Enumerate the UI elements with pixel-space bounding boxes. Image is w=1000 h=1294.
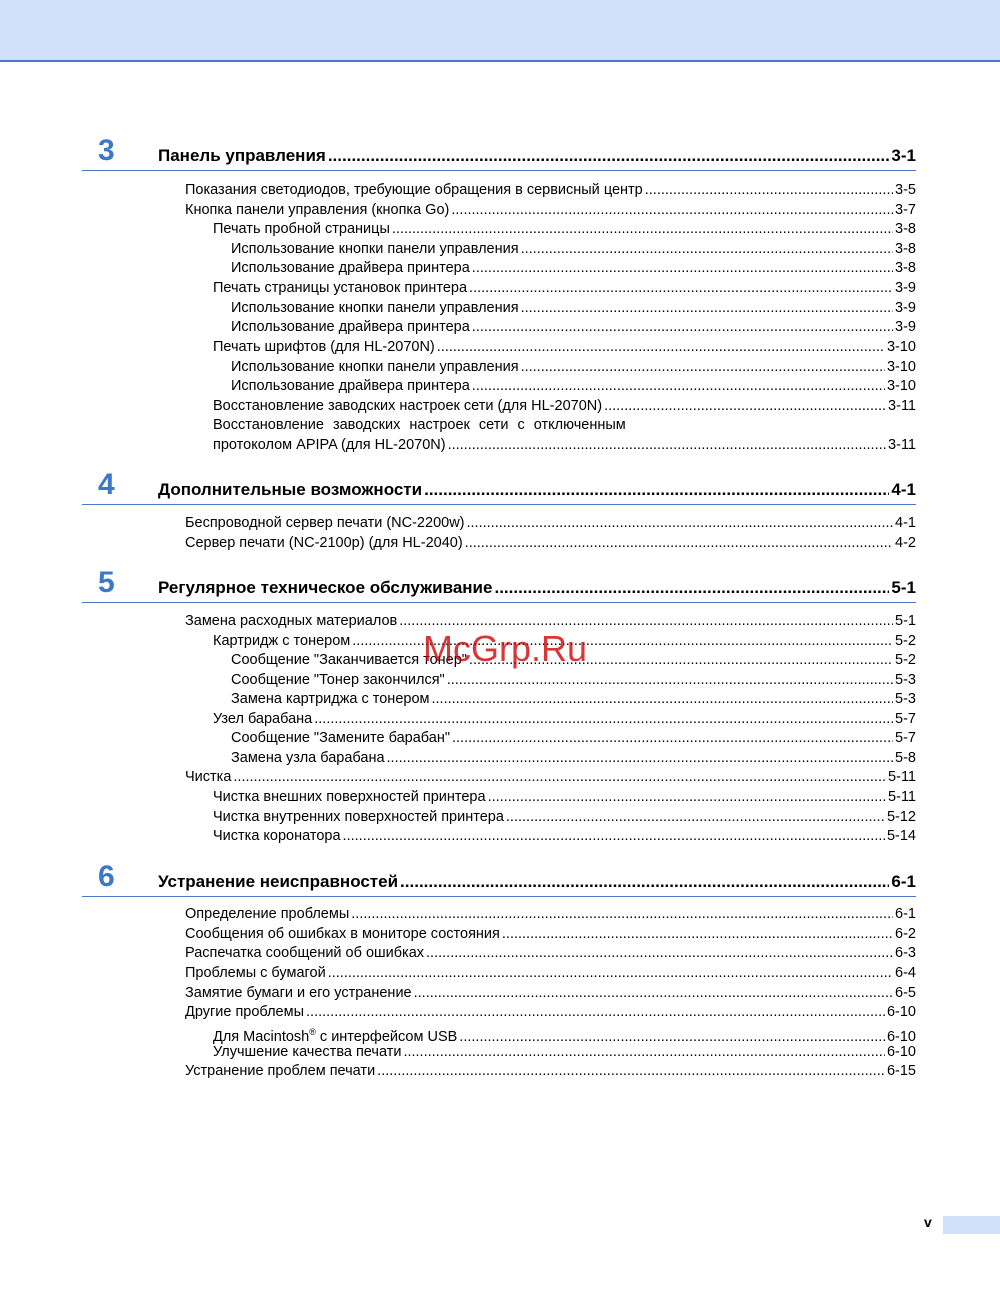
leader-dots — [472, 318, 893, 336]
toc-entry[interactable] — [185, 534, 916, 552]
page-ref: 6-4 — [895, 965, 916, 981]
header-band — [0, 0, 1000, 62]
leader-dots — [604, 397, 886, 415]
chapter-rule — [82, 602, 916, 603]
toc-entry[interactable] — [185, 1003, 916, 1021]
toc-entry[interactable] — [213, 710, 916, 728]
toc-entry[interactable] — [185, 201, 916, 219]
chapter-title: Панель управления — [158, 146, 326, 165]
toc-entry[interactable] — [185, 984, 916, 1002]
leader-dots — [521, 240, 893, 258]
leader-dots — [465, 534, 893, 552]
chapter-rule — [82, 170, 916, 171]
page-ref: 5-11 — [888, 769, 916, 785]
page-ref: 3-9 — [895, 280, 916, 296]
page-number: v — [924, 1214, 932, 1230]
page-ref: 3-8 — [895, 260, 916, 276]
entry-text: Использование драйвера принтера — [231, 378, 470, 394]
entry-text: Использование кнопки панели управления — [231, 241, 519, 257]
toc-chapter-3[interactable] — [158, 145, 916, 167]
watermark-text: McGrp.Ru — [423, 628, 588, 669]
page-ref: 6-2 — [895, 926, 916, 942]
chapter-number: 6 — [98, 860, 115, 893]
leader-dots — [431, 690, 893, 708]
entry-text: Показания светодиодов, требующие обращения в сервисный центр — [185, 182, 643, 198]
entry-text: Замена узла барабана — [231, 750, 385, 766]
page-ref: 6-15 — [886, 1063, 916, 1079]
page-ref: 5-7 — [895, 730, 916, 746]
toc-chapter-6[interactable] — [158, 871, 916, 893]
entry-text: Беспроводной сервер печати (NC-2200w) — [185, 515, 465, 531]
toc-entry[interactable] — [213, 788, 916, 806]
entry-text: Чистка — [185, 769, 232, 785]
page-ref: 6-1 — [891, 872, 916, 891]
entry-text: Использование драйвера принтера — [231, 260, 470, 276]
entry-text-after: с интерфейсом USB — [315, 1028, 458, 1045]
toc-entry[interactable] — [213, 397, 916, 415]
registered-mark: ® — [309, 1027, 316, 1037]
page-ref: 5-3 — [895, 691, 916, 707]
leader-dots — [343, 827, 885, 845]
entry-text-before: Для Macintosh — [213, 1028, 310, 1045]
toc-entry[interactable] — [213, 1023, 916, 1045]
leader-dots — [351, 905, 893, 923]
leader-dots — [437, 338, 885, 356]
toc-entry[interactable] — [231, 259, 916, 277]
leader-dots — [306, 1003, 885, 1021]
toc-entry[interactable] — [231, 690, 916, 708]
leader-dots — [467, 514, 894, 532]
toc-entry[interactable] — [213, 279, 916, 297]
leader-dots — [424, 479, 889, 501]
toc-entry[interactable] — [231, 671, 916, 689]
chapter-title: Регулярное техническое обслуживание — [158, 578, 493, 597]
toc-entry[interactable] — [185, 768, 916, 786]
page-ref: 3-8 — [895, 241, 916, 257]
page-ref: 3-1 — [891, 146, 916, 165]
page-ref: 3-10 — [886, 359, 916, 375]
toc-entry[interactable] — [185, 905, 916, 923]
page-ref: 3-5 — [895, 182, 916, 198]
leader-dots — [403, 1043, 885, 1061]
leader-dots — [452, 729, 893, 747]
page-ref: 3-9 — [895, 319, 916, 335]
entry-text: Другие проблемы — [185, 1004, 305, 1020]
page-ref: 3-10 — [886, 339, 916, 355]
page-ref: 5-2 — [895, 652, 916, 668]
entry-text: Устранение проблем печати — [185, 1063, 376, 1079]
leader-dots — [472, 259, 893, 277]
entry-text: Использование кнопки панели управления — [231, 359, 519, 375]
page-tab — [943, 1216, 1000, 1234]
page-ref: 5-8 — [895, 750, 916, 766]
leader-dots — [400, 871, 889, 893]
leader-dots — [472, 377, 885, 395]
page-ref: 5-1 — [895, 613, 916, 629]
entry-text: Печать страницы установок принтера — [213, 280, 468, 296]
toc-entry[interactable] — [231, 729, 916, 747]
leader-dots — [488, 788, 886, 806]
leader-dots — [506, 808, 885, 826]
entry-text: Восстановление заводских настроек сети (для HL-2070N) — [213, 398, 603, 414]
page-ref: 3-10 — [886, 378, 916, 394]
page-ref: 3-8 — [895, 221, 916, 237]
toc-entry[interactable] — [213, 808, 916, 826]
entry-text: Печать шрифтов (для HL-2070N) — [213, 339, 435, 355]
leader-dots — [469, 279, 893, 297]
leader-dots — [377, 1062, 885, 1080]
entry-text: Сообщение "Тонер закончился" — [231, 672, 445, 688]
page-ref: 3-9 — [895, 300, 916, 316]
leader-dots — [494, 577, 889, 599]
page-ref: 5-12 — [886, 809, 916, 825]
toc-entry-continued[interactable] — [213, 416, 626, 434]
entry-text: Сообщение "Замените барабан" — [231, 730, 450, 746]
toc-entry[interactable] — [231, 358, 916, 376]
toc-entry[interactable] — [231, 377, 916, 395]
toc-entry[interactable] — [185, 514, 916, 532]
entry-text: Кнопка панели управления (кнопка Go) — [185, 202, 450, 218]
leader-dots — [233, 768, 886, 786]
entry-text: Картридж с тонером — [213, 633, 351, 649]
entry-text: Улучшение качества печати — [213, 1044, 402, 1060]
page-ref: 3-11 — [888, 398, 916, 414]
leader-dots — [447, 671, 893, 689]
toc-entry[interactable] — [213, 1043, 916, 1061]
toc-entry[interactable] — [213, 338, 916, 356]
leader-dots — [328, 964, 893, 982]
toc-entry[interactable] — [185, 944, 916, 962]
leader-dots — [645, 181, 893, 199]
toc-entry[interactable] — [185, 1062, 916, 1080]
leader-dots — [521, 358, 885, 376]
toc-entry[interactable] — [231, 749, 916, 767]
toc-entry[interactable] — [231, 299, 916, 317]
leader-dots — [521, 299, 893, 317]
entry-text: Замена расходных материалов — [185, 613, 398, 629]
leader-dots — [451, 201, 893, 219]
page-ref: 5-2 — [895, 633, 916, 649]
chapter-number: 3 — [98, 134, 115, 167]
toc-entry[interactable] — [213, 220, 916, 238]
toc-entry[interactable] — [185, 925, 916, 943]
page-ref: 6-1 — [895, 906, 916, 922]
page-ref: 4-2 — [895, 535, 916, 551]
leader-dots — [448, 436, 886, 454]
chapter-title: Дополнительные возможности — [158, 480, 423, 499]
entry-text: Замена картриджа с тонером — [231, 691, 430, 707]
leader-dots — [426, 944, 893, 962]
page-ref: 6-10 — [886, 1044, 916, 1060]
page-ref: 5-1 — [891, 578, 916, 597]
leader-dots — [328, 145, 890, 167]
toc-entry[interactable] — [231, 240, 916, 258]
chapter-title: Устранение неисправностей — [158, 872, 399, 891]
page-ref: 5-14 — [886, 828, 916, 844]
page-ref: 5-7 — [895, 711, 916, 727]
entry-text: Восстановление заводских настроек сети с отключенным — [213, 417, 626, 433]
chapter-rule — [82, 504, 916, 505]
entry-text: Узел барабана — [213, 711, 313, 727]
entry-text: Чистка внешних поверхностей принтера — [213, 789, 486, 805]
page-ref: 4-1 — [895, 515, 916, 531]
chapter-number: 4 — [98, 468, 115, 501]
entry-text: Использование драйвера принтера — [231, 319, 470, 335]
page-ref: 3-7 — [895, 202, 916, 218]
toc-entry[interactable] — [213, 436, 916, 454]
page-ref: 5-11 — [888, 789, 916, 805]
entry-text: Определение проблемы — [185, 906, 350, 922]
leader-dots — [314, 710, 893, 728]
chapter-number: 5 — [98, 566, 115, 599]
entry-text: Сообщение "Заканчивается тонер" — [231, 652, 467, 668]
toc-chapter-4[interactable] — [158, 479, 916, 501]
entry-text: Распечатка сообщений об ошибках — [185, 945, 425, 961]
entry-text: Замятие бумаги и его устранение — [185, 985, 412, 1001]
entry-text: Сообщения об ошибках в мониторе состояния — [185, 926, 500, 942]
entry-text: Печать пробной страницы — [213, 221, 390, 237]
entry-text: Использование кнопки панели управления — [231, 300, 519, 316]
leader-dots — [387, 749, 894, 767]
toc-entry[interactable] — [231, 318, 916, 336]
entry-text: Чистка внутренних поверхностей принтера — [213, 809, 504, 825]
entry-text: Сервер печати (NC-2100p) (для HL-2040) — [185, 535, 463, 551]
page-ref: 6-10 — [886, 1004, 916, 1020]
page-ref: 6-10 — [886, 1028, 916, 1045]
entry-text: Проблемы с бумагой — [185, 965, 326, 981]
page-ref: 5-3 — [895, 672, 916, 688]
toc-entry[interactable] — [213, 827, 916, 845]
chapter-rule — [82, 896, 916, 897]
toc-entry[interactable] — [185, 964, 916, 982]
page-ref: 6-5 — [895, 985, 916, 1001]
leader-dots — [392, 220, 893, 238]
page-ref: 3-11 — [888, 437, 916, 453]
leader-dots — [502, 925, 893, 943]
entry-text: Чистка коронатора — [213, 828, 341, 844]
leader-dots — [414, 984, 893, 1002]
entry-text: протоколом APIPA (для HL-2070N) — [213, 437, 446, 453]
toc-entry[interactable] — [185, 181, 916, 199]
page-ref: 4-1 — [891, 480, 916, 499]
page-ref: 6-3 — [895, 945, 916, 961]
toc-chapter-5[interactable] — [158, 577, 916, 599]
